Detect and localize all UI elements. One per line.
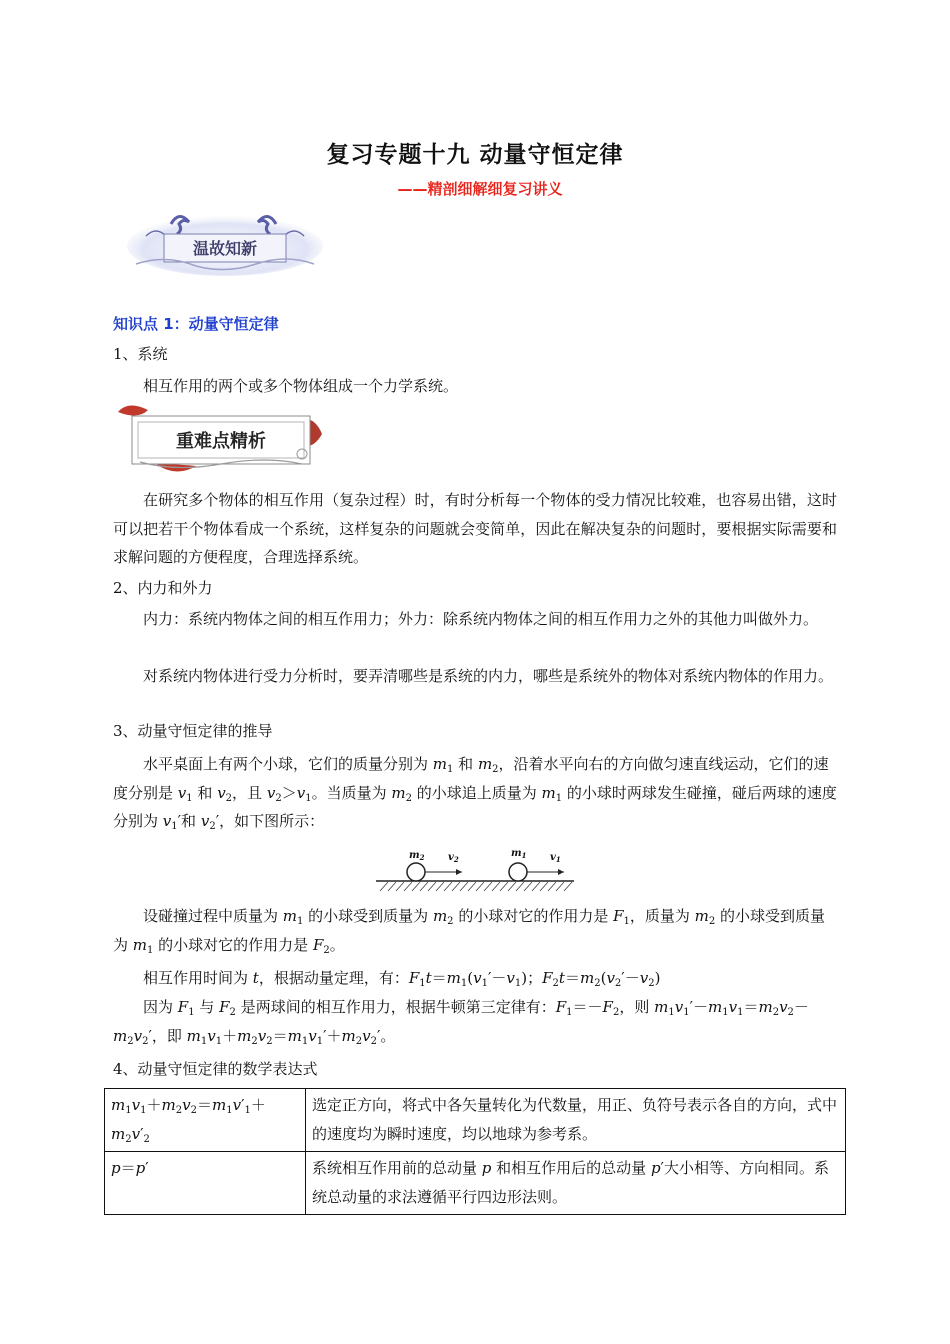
label-v1-sub: 1 bbox=[555, 855, 561, 864]
label-v2: v bbox=[448, 852, 454, 863]
description-cell-1: 选定正方向，将式中各矢量转化为代数量，用正、负符号表示各自的方向，式中的速度均为瞬时速度，均以地球为参考系。 bbox=[306, 1089, 846, 1152]
label-m1: m bbox=[511, 848, 522, 859]
label-m2: m bbox=[409, 850, 420, 861]
svg-text:v2 bbox=[448, 852, 459, 864]
table-row bbox=[105, 1152, 846, 1215]
ball-m1 bbox=[509, 863, 527, 881]
row2-text-c: 大小相等、方向相同。系统总动量的求法遵循平行四边形法则。 bbox=[312, 1159, 829, 1206]
knowledge-point-heading: 知识点 1：动量守恒定律 bbox=[113, 315, 279, 333]
section-3-derivation-2: 设碰撞过程中质量为 $m_1$ 的小球受到质量为 $m_2$ 的小球对它的作用力是 $F_1$，质量为 $m_2$ 的小球受到质量为 $m_1$ 的小球对它的作用力是 $F_2$。 bbox=[113, 907, 826, 956]
svg-text:m1 bbox=[511, 848, 526, 860]
ball-m2 bbox=[407, 863, 425, 881]
review-banner bbox=[126, 206, 324, 276]
label-m2-sub: 2 bbox=[419, 853, 425, 862]
page-subtitle: ——精剖细解细复习讲义 bbox=[397, 180, 563, 198]
section-2-text-2: 对系统内物体进行受力分析时，要弄清哪些是系统的内力，哪些是系统外的物体对系统内物体的作用力。 bbox=[143, 667, 834, 685]
key-points-banner bbox=[116, 402, 326, 478]
table-row bbox=[105, 1089, 846, 1152]
section-1-analysis: 在研究多个物体的相互作用（复杂过程）时，有时分析每一个物体的受力情况比较难，也容易出错，这时可以把若干个物体看成一个系统，这样复杂的问题就会变简单，因此在解决复杂的问题时，要根据实际需要和求解问题的方便程度，合理选择系统。 bbox=[113, 491, 837, 566]
formula-cell-2: p＝p′ bbox=[105, 1152, 306, 1215]
svg-text:m2 bbox=[409, 850, 425, 862]
section-3-derivation-4: 因为 $F_1$ 与 $F_2$ 是两球间的相互作用力，根据牛顿第三定律有：$F_1=-F_2$，则 $m_1v_1'-m_1v_1=m_2v_2-m_2v_2'$，即 $m_1v_1+m_2v_2=m_1v_1'+m_2v_2'$。 bbox=[113, 998, 809, 1047]
page-title: 复习专题十九 动量守恒定律 bbox=[326, 142, 624, 168]
expression-table bbox=[104, 1088, 846, 1215]
collision-diagram bbox=[376, 845, 576, 895]
section-1-heading: 1、系统 bbox=[113, 345, 168, 363]
key-points-banner-text: 重难点精析 bbox=[176, 431, 266, 452]
section-3-derivation-1: 水平桌面上有两个小球，它们的质量分别为 $m_1$ 和 $m_2$，沿着水平向右的方向做匀速直线运动，它们的速度分别是 $v_1$ 和 $v_2$，且 $v_2>v_1$。当质量为 $m_2$ 的小球追上质量为 $m_1$ 的小球时两球发生碰撞，碰后两球的速度分别为 $v_1'$和 $v_2'$，如下图所示： bbox=[113, 755, 837, 832]
row2-text-a: 系统相互作用前的总动量 bbox=[312, 1159, 482, 1177]
review-banner-text: 温故知新 bbox=[192, 239, 258, 258]
label-v2-sub: 2 bbox=[453, 855, 459, 864]
label-v1: v bbox=[550, 852, 556, 863]
section-3-derivation-3: 相互作用时间为 t，根据动量定理，有：$F_1t=m_1(v_1'-v_1)$；$F_2t=m_2(v_2'-v_2)$ bbox=[143, 969, 661, 989]
section-4-heading: 4、动量守恒定律的数学表达式 bbox=[113, 1060, 318, 1078]
row2-text-b: 和相互作用后的总动量 bbox=[491, 1159, 651, 1177]
section-1-text: 相互作用的两个或多个物体组成一个力学系统。 bbox=[143, 377, 459, 395]
svg-text:v1 bbox=[550, 852, 561, 864]
label-m1-sub: 1 bbox=[521, 851, 527, 860]
formula-cell-1: $m_1v_1+m_2v_2=m_1v'_1+m_2v'_2$ bbox=[105, 1089, 306, 1152]
section-2-heading: 2、内力和外力 bbox=[113, 579, 213, 597]
description-cell-2: 系统相互作用前的总动量 p 和相互作用后的总动量 p′大小相等、方向相同。系统总动量的求法遵循平行四边形法则。 bbox=[306, 1152, 846, 1215]
section-2-text-1: 内力：系统内物体之间的相互作用力；外力：除系统内物体之间的相互作用力之外的其他力叫做外力。 bbox=[143, 610, 819, 628]
section-3-heading: 3、动量守恒定律的推导 bbox=[113, 722, 273, 740]
